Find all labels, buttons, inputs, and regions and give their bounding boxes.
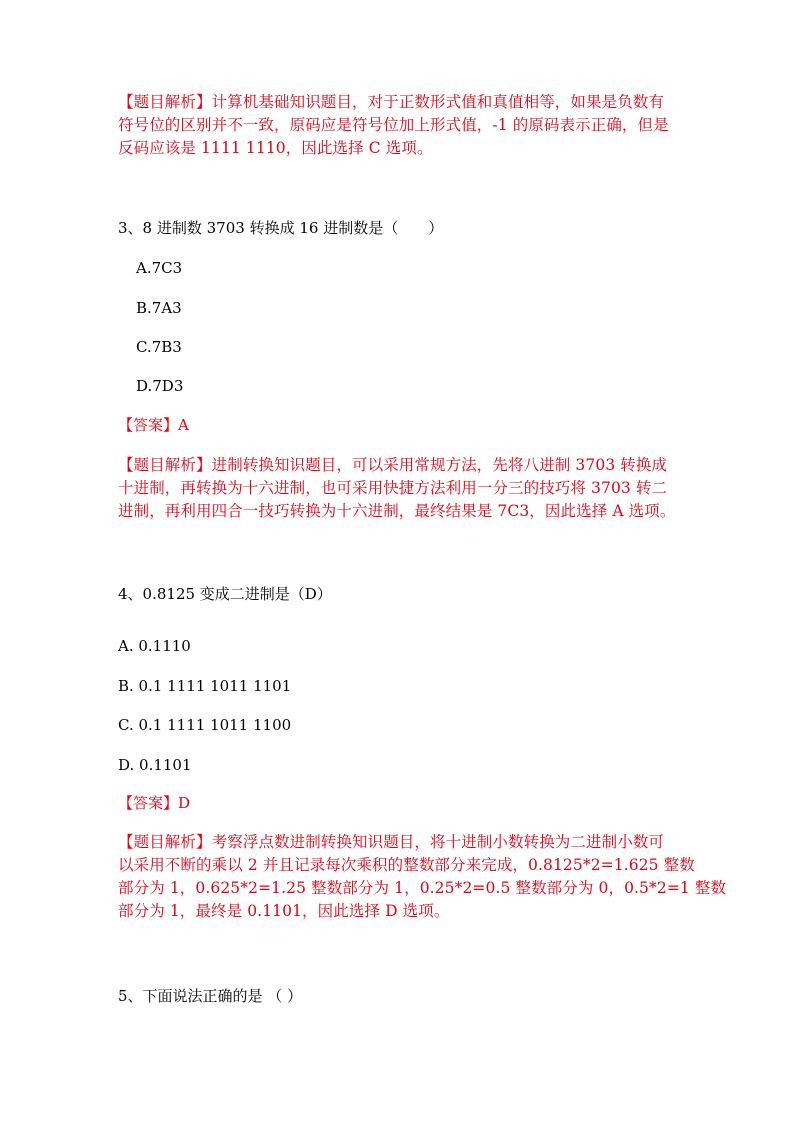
q4-option-c: C. 0.1 1111 1011 1100 xyxy=(118,716,292,734)
q3-analysis xyxy=(118,454,678,523)
q3-analysis-line: 进制，再利用四合一技巧转换为十六进制，最终结果是 7C3，因此选择 A 选项。 xyxy=(118,502,676,520)
q4-question: 4、0.8125 变成二进制是（D） xyxy=(118,585,332,603)
q4-analysis-line: 【题目解析】考察浮点数进制转换知识题目，将十进制小数转换为二进制小数可 xyxy=(118,833,665,851)
q5-question: 5、下面说法正确的是 （ ） xyxy=(118,987,303,1005)
q3-option-a: A.7C3 xyxy=(136,259,183,277)
q3-option-d: D.7D3 xyxy=(136,377,184,395)
q4-analysis-line: 以采用不断的乘以 2 并且记录每次乘积的整数部分来完成，0.8125*2=1.625 整数 xyxy=(118,856,695,874)
q4-analysis xyxy=(118,831,727,923)
q3-answer: 【答案】A xyxy=(118,416,189,434)
q2-analysis-line: 符号位的区别并不一致，原码应是符号位加上形式值，-1 的原码表示正确，但是 xyxy=(118,116,669,134)
q3-question: 3、8 进制数 3703 转换成 16 进制数是（ ） xyxy=(118,219,444,237)
q3-option-c: C.7B3 xyxy=(136,338,182,356)
q3-analysis-line: 【题目解析】进制转换知识题目，可以采用常规方法，先将八进制 3703 转换成 xyxy=(118,456,668,474)
q3-option-b: B.7A3 xyxy=(136,299,182,317)
q4-option-a: A. 0.1110 xyxy=(118,637,191,655)
q2-analysis-line: 反码应该是 1111 1110，因此选择 C 选项。 xyxy=(118,139,433,157)
q2-analysis xyxy=(118,91,678,160)
q3-analysis-line: 十进制，再转换为十六进制，也可采用快捷方法利用一分三的技巧将 3703 转二 xyxy=(118,479,668,497)
q4-option-b: B. 0.1 1111 1011 1101 xyxy=(118,677,292,695)
q4-analysis-line: 部分为 1，0.625*2=1.25 整数部分为 1，0.25*2=0.5 整数部分为 0，0.5*2=1 整数 xyxy=(118,879,727,897)
q4-analysis-line: 部分为 1，最终是 0.1101，因此选择 D 选项。 xyxy=(118,902,450,920)
q4-answer: 【答案】D xyxy=(118,794,191,812)
q4-option-d: D. 0.1101 xyxy=(118,756,192,774)
q2-analysis-line: 【题目解析】计算机基础知识题目，对于正数形式值和真值相等，如果是负数有 xyxy=(118,93,665,111)
